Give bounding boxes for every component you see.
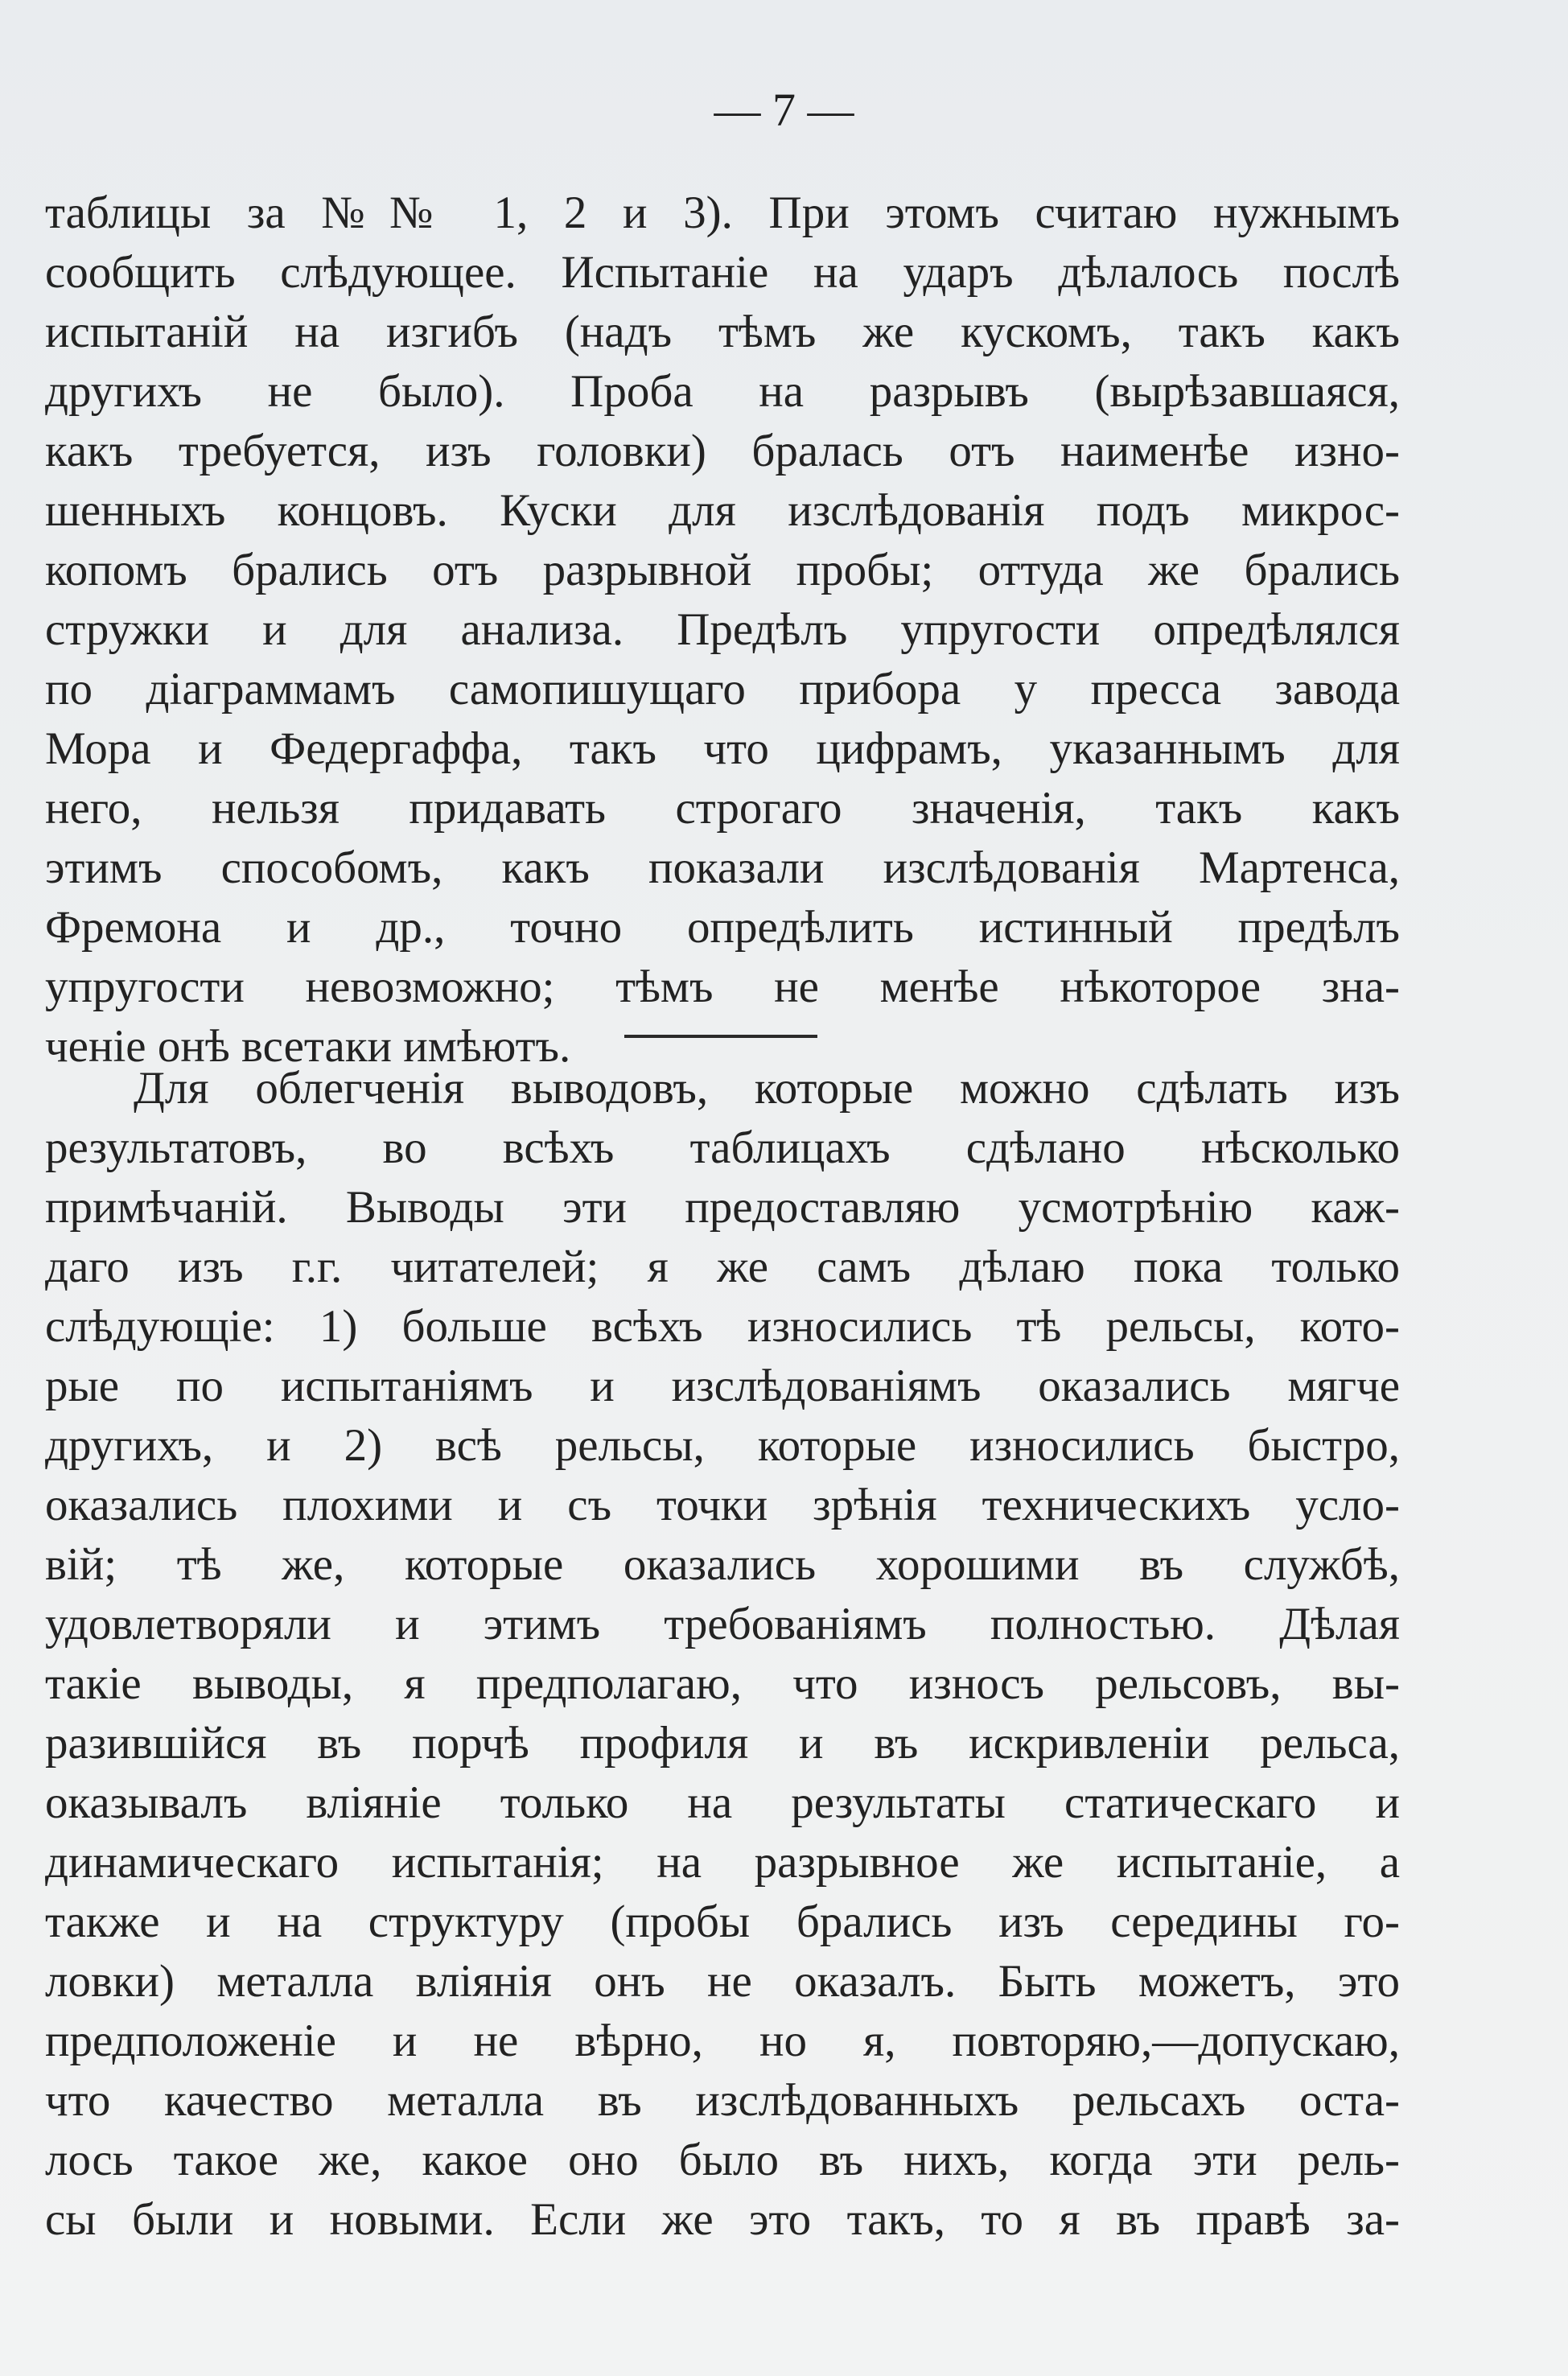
text-line: удовлетворяли и этимъ требованіямъ полностью. Дѣлая bbox=[45, 1599, 1400, 1649]
text-line: даго изъ г.г. читателей; я же самъ дѣлаю пока только bbox=[45, 1242, 1400, 1292]
paragraph-1 bbox=[45, 183, 1400, 1077]
text-line: оказывалъ вліяніе только на результаты статическаго и bbox=[45, 1777, 1400, 1828]
text-line: копомъ брались отъ разрывной пробы; оттуда же брались bbox=[45, 545, 1400, 595]
text-line: предположеніе и не вѣрно, но я, повторяю,—допускаю, bbox=[45, 2016, 1400, 2066]
text-line: него, нельзя придавать строгаго значенія, такъ какъ bbox=[45, 783, 1400, 834]
text-line: лось такое же, какое оно было въ нихъ, когда эти рель- bbox=[45, 2135, 1400, 2185]
text-line: таблицы за №№ 1, 2 и 3). При этомъ считаю нужнымъ bbox=[45, 187, 1400, 238]
text-line: результатовъ, во всѣхъ таблицахъ сдѣлано нѣсколько bbox=[45, 1122, 1400, 1173]
paragraph-2 bbox=[45, 1059, 1400, 2250]
text-line: ловки) металла вліянія онъ не оказалъ. Быть можетъ, это bbox=[45, 1956, 1400, 2007]
text-line: слѣдующіе: 1) больше всѣхъ износились тѣ рельсы, кото- bbox=[45, 1301, 1400, 1352]
page-number: — 7 — bbox=[714, 84, 854, 136]
text-line: упругости невозможно; тѣмъ не менѣе нѣкоторое зна- bbox=[45, 962, 1400, 1012]
text-line: оказались плохими и съ точки зрѣнія техническихъ усло- bbox=[45, 1480, 1400, 1530]
text-line: стружки и для анализа. Предѣлъ упругости опредѣлялся bbox=[45, 604, 1400, 655]
text-line: Мора и Федергаффа, такъ что цифрамъ, указаннымъ для bbox=[45, 723, 1400, 774]
text-line: какъ требуется, изъ головки) бралась отъ наименѣе изно- bbox=[45, 426, 1400, 476]
text-line: испытаній на изгибъ (надъ тѣмъ же кускомъ, такъ какъ bbox=[45, 307, 1400, 357]
text-line: шенныхъ концовъ. Куски для изслѣдованія подъ микрос- bbox=[45, 485, 1400, 536]
text-line: разившійся въ порчѣ профиля и въ искривленіи рельса, bbox=[45, 1718, 1400, 1769]
text-line: примѣчаній. Выводы эти предоставляю усмотрѣнію каж- bbox=[45, 1182, 1400, 1233]
text-line: этимъ способомъ, какъ показали изслѣдованія Мартенса, bbox=[45, 842, 1400, 893]
text-line: также и на структуру (пробы брались изъ середины го- bbox=[45, 1896, 1400, 1947]
text-line: рые по испытаніямъ и изслѣдованіямъ оказались мягче bbox=[45, 1361, 1400, 1411]
text-line: вій; тѣ же, которые оказались хорошими въ службѣ, bbox=[45, 1539, 1400, 1590]
text-line: другихъ, и 2) всѣ рельсы, которые износились быстро, bbox=[45, 1420, 1400, 1471]
text-line: что качество металла въ изслѣдованныхъ рельсахъ оста- bbox=[45, 2075, 1400, 2126]
text-line: сообщить слѣдующее. Испытаніе на ударъ дѣлалось послѣ bbox=[45, 247, 1400, 298]
text-line: такіе выводы, я предполагаю, что износъ рельсовъ, вы- bbox=[45, 1658, 1400, 1709]
text-line: сы были и новыми. Если же это такъ, то я въ правѣ за- bbox=[45, 2194, 1400, 2245]
text-line: ченіе онѣ всетаки имѣютъ. bbox=[45, 1021, 571, 1072]
section-divider bbox=[624, 1035, 817, 1038]
text-line: динамическаго испытанія; на разрывное же испытаніе, а bbox=[45, 1837, 1400, 1888]
text-line: Фремона и др., точно опредѣлить истинный предѣлъ bbox=[45, 902, 1400, 953]
text-line: другихъ не было). Проба на разрывъ (вырѣзавшаяся, bbox=[45, 366, 1400, 417]
text-line: по діаграммамъ самопишущаго прибора у пресса завода bbox=[45, 664, 1400, 714]
text-line: Для облегченія выводовъ, которые можно сдѣлать изъ bbox=[134, 1063, 1400, 1114]
